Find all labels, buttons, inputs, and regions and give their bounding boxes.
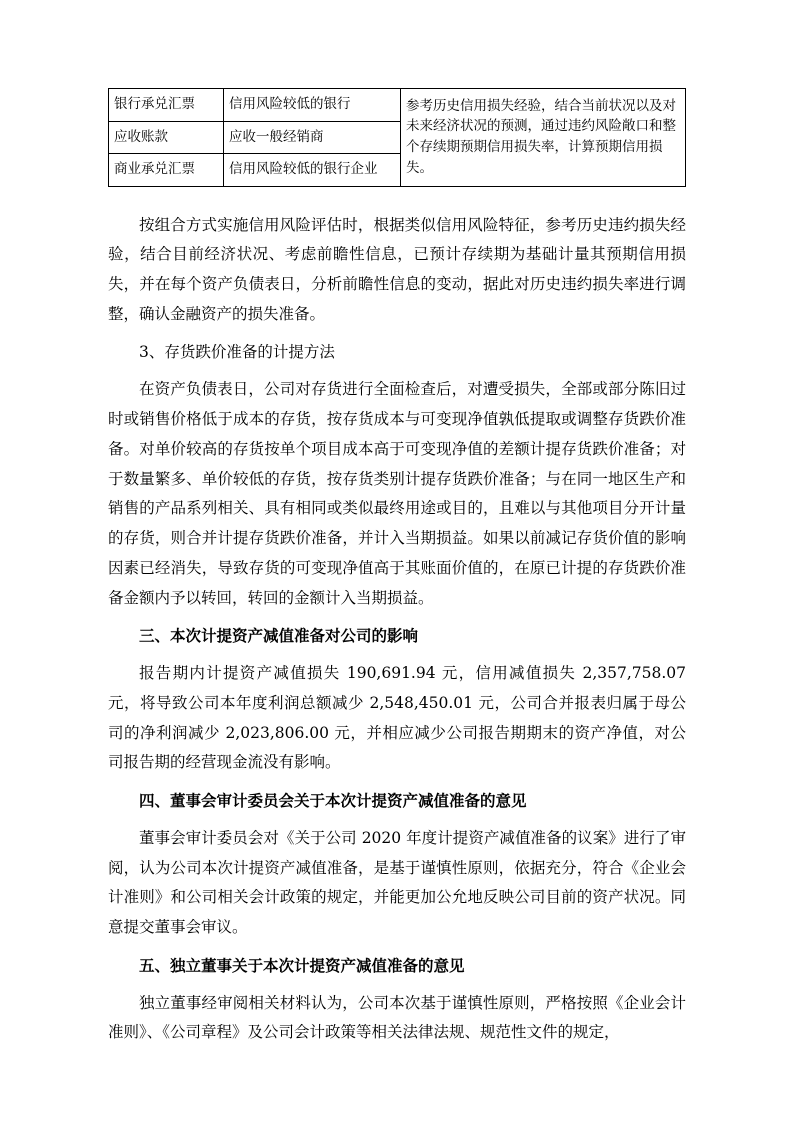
spacer: [108, 187, 686, 199]
spacer: [108, 367, 686, 375]
paragraph-audit-committee-opinion: 董事会审计委员会对《关于公司 2020 年度计提资产减值准备的议案》进行了审阅，认为公司本次计提资产减值准备，是基于谨慎性原则，依据充分，符合《企业会计准则》和公司相关会计政策的规定，并能更加公允地反映公司目前的资产状况。同意提交董事会审议。: [108, 828, 686, 937]
spacer: [108, 816, 686, 824]
spacer: [108, 651, 686, 659]
table-cell-description: 应收一般经销商: [224, 121, 401, 154]
table-cell-description: 信用风险较低的银行: [224, 89, 401, 122]
table-cell-category: 应收账款: [109, 121, 224, 154]
spacer: [108, 943, 686, 951]
paragraph-inventory-method: 在资产负债表日，公司对存货进行全面检查后，对遭受损失，全部或部分陈旧过时或销售价格低于成本的存货，按存货成本与可变现净值孰低提取或调整存货跌价准备。对单价较高的存货按单个项目成本高于可变现净值的差额计提存货跌价准备；对于数量繁多、单价较低的存货，按存货类别计提存货跌价准备；与在同一地区生产和销售的产品系列相关、具有相同或类似最终用途或目的，且难以与其他项目分开计量的存货，则合并计提存货跌价准备，并计入当期损益。如果以前减记存货价值的影响因素已经消失，导致存货的可变现净值高于其账面价值的，在原已计提的存货跌价准备金额内予以转回，转回的金额计入当期损益。: [108, 380, 686, 607]
table-row: [109, 89, 686, 122]
table-cell-method: 参考历史信用损失经验，结合当前状况以及对未来经济状况的预测，通过违约风险敞口和整个存续期预期信用损失率，计算预期信用损失。: [401, 89, 686, 187]
table-cell-category: 银行承兑汇票: [109, 89, 224, 122]
spacer: [108, 613, 686, 621]
section-heading-five: 五、独立董事关于本次计提资产减值准备的意见: [139, 955, 465, 975]
paragraph-credit-risk-assessment: 按组合方式实施信用风险评估时，根据类似信用风险特征，参考历史违约损失经验，结合目前经济状况、考虑前瞻性信息，已预计存续期为基础计量其预期信用损失，并在每个资产负债表日，分析前瞻性信息的变动，据此对历史违约损失率进行调整，确认金融资产的损失准备。: [108, 215, 686, 323]
paragraph-inventory-heading: 3、存货跌价准备的计提方法: [139, 342, 335, 361]
section-heading-four: 四、董事会审计委员会关于本次计提资产减值准备的意见: [139, 791, 527, 811]
spacer: [108, 778, 686, 786]
spacer: [108, 981, 686, 989]
table-cell-category: 商业承兑汇票: [109, 154, 224, 187]
spacer: [108, 330, 686, 338]
credit-risk-table: [108, 88, 686, 187]
paragraph-impact-on-company: 报告期内计提资产减值损失 190,691.94 元，信用减值损失 2,357,758.07 元，将导致公司本年度利润总额减少 2,548,450.01 元，公司合并报表归属于母公司的净利润减少 2,023,806.00 元，并相应减少公司报告期期末的资产净值，对公司报告期的经营现金流没有影响。: [108, 664, 686, 772]
page-content: [108, 88, 686, 1048]
section-heading-three: 三、本次计提资产减值准备对公司的影响: [139, 626, 419, 646]
paragraph-independent-director-opinion: 独立董事经审阅相关材料认为，公司本次基于谨慎性原则，严格按照《企业会计准则》、《公司章程》及公司会计政策等相关法律法规、规范性文件的规定，: [108, 993, 686, 1042]
table-cell-description: 信用风险较低的银行企业: [224, 154, 401, 187]
